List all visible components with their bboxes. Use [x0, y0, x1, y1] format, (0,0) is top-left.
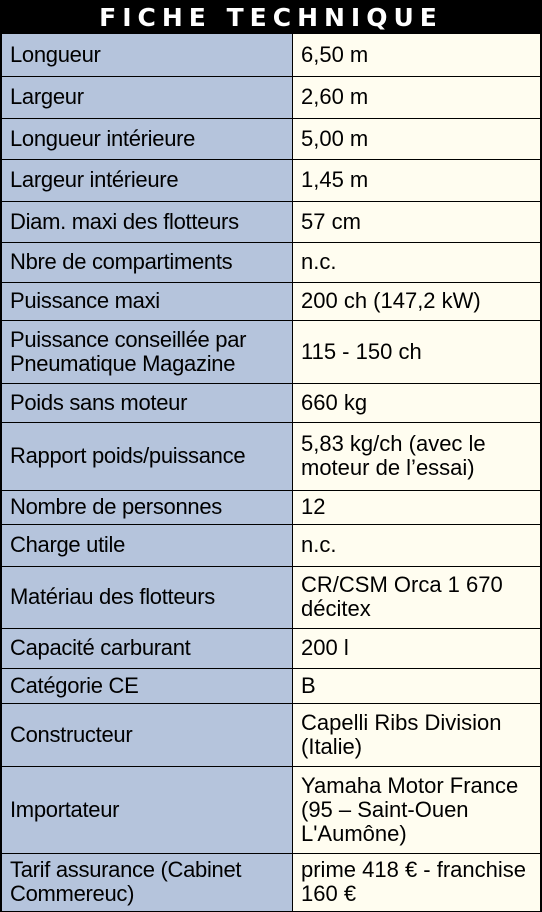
row-label: Catégorie CE [2, 668, 293, 703]
row-value: 12 [293, 490, 541, 524]
row-value: 115 - 150 ch [293, 320, 541, 383]
row-value: Yamaha Motor France (95 – Saint-Ouen L'Aumône) [293, 766, 541, 853]
row-label: Puissance conseillée par Pneumatique Magazine [2, 320, 293, 383]
row-value: 200 l [293, 628, 541, 668]
row-value: CR/CSM Orca 1 670 décitex [293, 566, 541, 628]
table-row [2, 242, 540, 282]
row-label: Matériau des flotteurs [2, 566, 293, 628]
row-label: Charge utile [2, 524, 293, 566]
row-value: prime 418 € - franchise 160 € [293, 853, 541, 911]
table-row [2, 282, 540, 320]
row-label: Nbre de compartiments [2, 242, 293, 282]
row-value: B [293, 668, 541, 703]
row-label: Constructeur [2, 703, 293, 766]
row-label: Largeur intérieure [2, 159, 293, 201]
row-value: 6,50 m [293, 34, 541, 76]
row-label: Diam. maxi des flotteurs [2, 201, 293, 242]
table-row [2, 766, 540, 853]
table-row [2, 34, 540, 76]
row-label: Longueur [2, 34, 293, 76]
table-row [2, 118, 540, 159]
row-value: n.c. [293, 242, 541, 282]
row-value: 2,60 m [293, 76, 541, 118]
table-row [2, 853, 540, 911]
row-value: 200 ch (147,2 kW) [293, 282, 541, 320]
table-row [2, 703, 540, 766]
row-value: 660 kg [293, 383, 541, 422]
table-row [2, 383, 540, 422]
row-label: Nombre de personnes [2, 490, 293, 524]
row-label: Longueur intérieure [2, 118, 293, 159]
row-value: Capelli Ribs Division (Italie) [293, 703, 541, 766]
row-label: Poids sans moteur [2, 383, 293, 422]
table-row [2, 76, 540, 118]
table-row [2, 628, 540, 668]
row-label: Importateur [2, 766, 293, 853]
row-label: Tarif assurance (Cabinet Commereuc) [2, 853, 293, 911]
row-value: 5,83 kg/ch (avec le moteur de l’essai) [293, 422, 541, 490]
row-value: 57 cm [293, 201, 541, 242]
row-label: Largeur [2, 76, 293, 118]
table-row [2, 524, 540, 566]
table-row [2, 320, 540, 383]
table-row [2, 422, 540, 490]
row-label: Puissance maxi [2, 282, 293, 320]
table-row [2, 159, 540, 201]
row-value: 5,00 m [293, 118, 541, 159]
row-label: Capacité carburant [2, 628, 293, 668]
row-value: 1,45 m [293, 159, 541, 201]
row-label: Rapport poids/puissance [2, 422, 293, 490]
row-value: n.c. [293, 524, 541, 566]
table-row [2, 201, 540, 242]
table-row [2, 490, 540, 524]
spec-table [2, 34, 540, 911]
table-row [2, 668, 540, 703]
sheet-title: FICHE TECHNIQUE [2, 2, 540, 34]
table-row [2, 566, 540, 628]
